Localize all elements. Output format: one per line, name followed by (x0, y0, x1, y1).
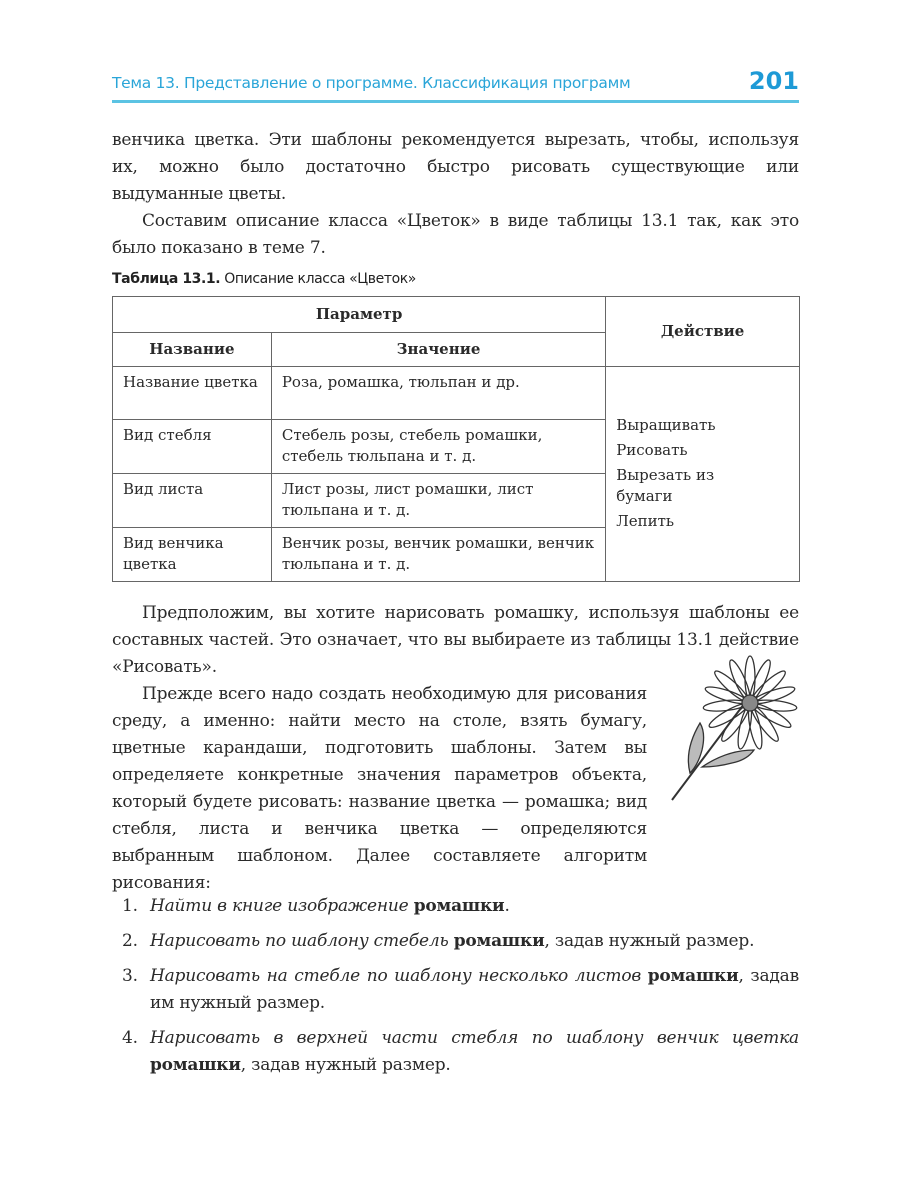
paragraph-4: Прежде всего надо создать необходимую для рисования среду, а именно: найти место на столе, взять бумагу, цветные карандаши, подготовить шаблоны. Затем вы определяете конкретные значения параметров объекта, который будете рисовать: название цветка — ромашка; вид стебля, листа и венчика цветка — определяются выбранным шаблоном. Далее составляете алгоритм рисования: (112, 684, 647, 893)
step-italic: Нарисовать по шаблону стебель (150, 931, 449, 951)
table-caption (112, 271, 416, 287)
paragraph-1: венчика цветка. Эти шаблоны рекомендуется вырезать, чтобы, используя их, можно было достаточно быстро рисовать существующие или выдуманные цветы. (112, 130, 799, 204)
header-name: Название (113, 333, 272, 367)
step-italic: Нарисовать на стебле по шаблону несколько листов (150, 966, 642, 986)
row-value: Венчик розы, венчик ромашки, венчик тюльпана и т. д. (271, 528, 605, 582)
body-text-3 (112, 681, 647, 897)
algorithm-step (112, 963, 799, 1017)
chapter-title: Тема 13. Представление о программе. Классификация программ (112, 74, 631, 92)
row-name: Вид венчика цветка (113, 528, 272, 582)
row-value: Роза, ромашка, тюльпан и др. (271, 367, 605, 420)
flower-class-table (112, 296, 800, 582)
paragraph-3: Предположим, вы хотите нарисовать ромашку, используя шаблоны ее составных частей. Это означает, что вы выбираете из таблицы 13.1 действие «Рисовать». (112, 603, 799, 677)
header-action: Действие (606, 297, 800, 367)
row-name: Вид листа (113, 474, 272, 528)
action-item: Рисовать (616, 440, 688, 459)
row-value: Лист розы, лист ромашки, лист тюльпана и т. д. (271, 474, 605, 528)
step-bold: ромашки (413, 896, 505, 916)
step-number: 4. (122, 1028, 138, 1048)
table-row (113, 367, 800, 420)
step-number: 3. (122, 966, 138, 986)
action-item: Вырезать из бумаги (616, 465, 715, 505)
table-caption-text: Описание класса «Цветок» (224, 271, 416, 287)
step-rest: , задав нужный размер. (240, 1055, 451, 1075)
step-bold: ромашки (647, 966, 739, 986)
running-header (112, 66, 799, 103)
page-number: 201 (748, 67, 799, 95)
algorithm-list (112, 893, 799, 1087)
step-italic: Нарисовать в верхней части стебля по шаблону венчик цветка (150, 1028, 799, 1048)
row-value: Стебель розы, стебель ромашки, стебель тюльпана и т. д. (271, 420, 605, 474)
step-italic: Найти в книге изображение (150, 896, 409, 916)
step-bold: ромашки (453, 931, 545, 951)
algorithm-step (112, 1025, 799, 1079)
algorithm-step (112, 928, 799, 955)
actions-cell (606, 367, 800, 582)
step-number: 1. (122, 896, 138, 916)
action-item: Лепить (616, 511, 675, 530)
step-bold: ромашки (150, 1055, 241, 1075)
row-name: Вид стебля (113, 420, 272, 474)
table-caption-label: Таблица 13.1. (112, 271, 221, 287)
algorithm-step (112, 893, 799, 920)
step-rest: , задав нужный размер. (544, 931, 755, 951)
chamomile-flower-icon (662, 655, 807, 805)
step-rest: , задав им нужный размер. (150, 966, 799, 1013)
paragraph-2: Составим описание класса «Цветок» в виде таблицы 13.1 так, как это было показано в теме 7. (112, 211, 799, 258)
intro-text (112, 127, 799, 262)
step-number: 2. (122, 931, 138, 951)
action-item: Выращивать (616, 415, 716, 434)
step-rest: . (504, 896, 510, 916)
header-parameter: Параметр (113, 297, 606, 333)
header-value: Значение (271, 333, 605, 367)
row-name: Название цветка (113, 367, 272, 420)
